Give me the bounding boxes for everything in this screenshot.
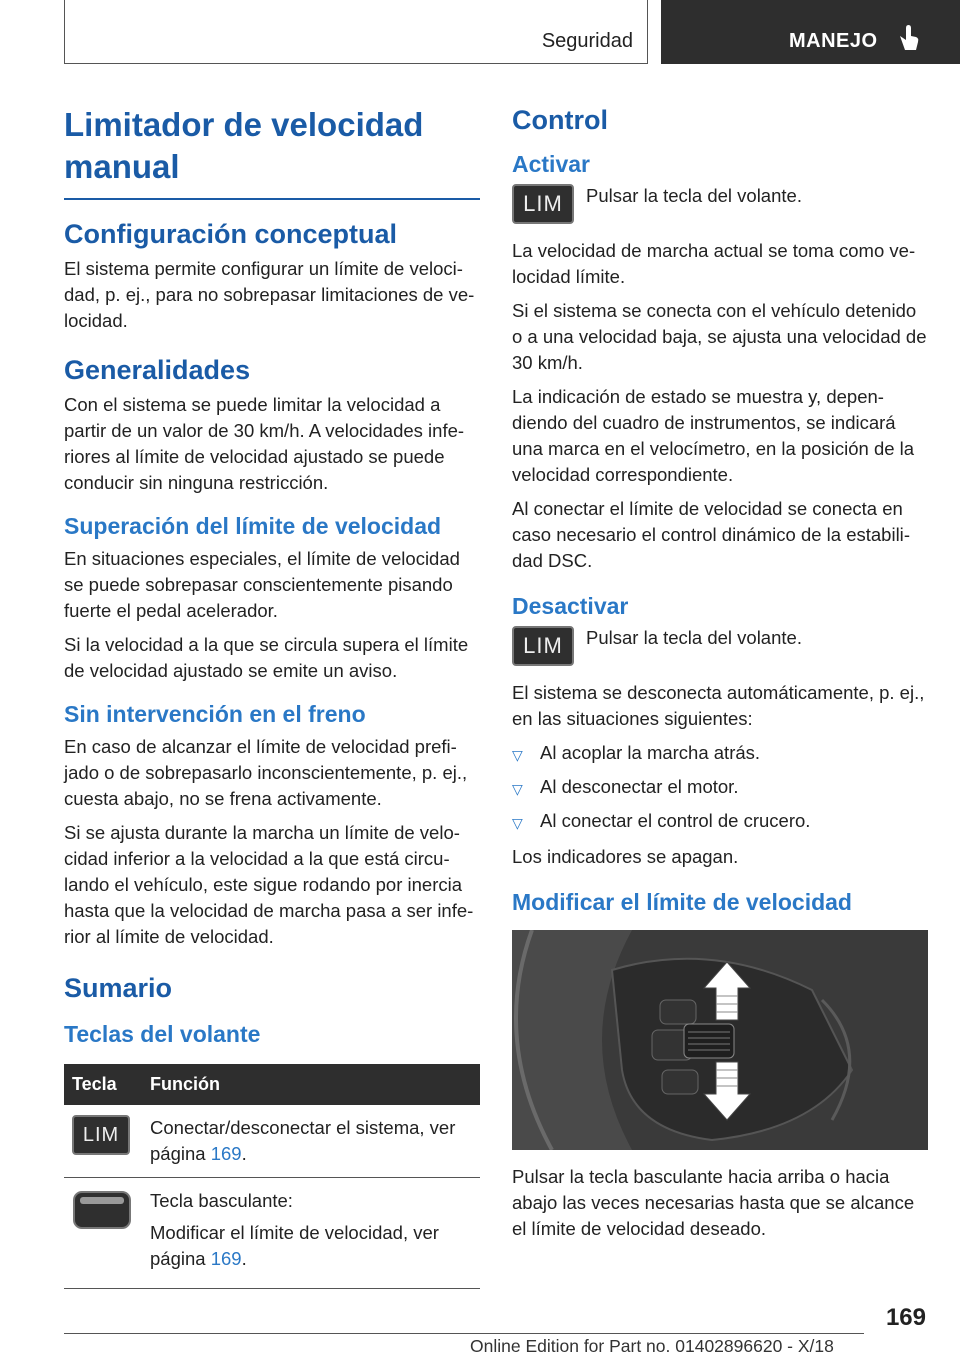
deactivate-press-text: Pulsar la tecla del volante. <box>586 627 802 648</box>
header-chapter-box <box>661 0 960 64</box>
deactivate-text-2: Los indicadores se apagan. <box>512 846 739 867</box>
table-row <box>64 1105 480 1178</box>
list-item: ▽ Al desconectar el motor. <box>512 774 928 802</box>
triangle-bullet-icon: ▽ <box>512 815 523 831</box>
table-header-row <box>64 1064 480 1105</box>
activate-text-4: Al conectar el límite de velocidad se conecta en caso necesario el control dinámico de la estabilidad DSC. <box>512 498 910 571</box>
rocker-switch-icon <box>72 1188 132 1232</box>
table-row <box>64 1178 480 1289</box>
activate-heading: Activar <box>512 151 590 177</box>
modify-text: Pulsar la tecla basculante hacia arriba o hacia abajo las veces necesarias hasta que se alcance el límite de velocidad deseado. <box>512 1166 915 1239</box>
footer-edition-text: Online Edition for Part no. 01402896620 - X/18 <box>470 1336 834 1356</box>
function-text: Tecla basculante: <box>150 1190 293 1211</box>
concept-heading: Configuración conceptual <box>64 219 398 249</box>
general-heading: Generalidades <box>64 355 251 385</box>
function-text: Modificar el límite de velocidad, ver página <box>150 1222 439 1269</box>
page-title: Limitador de velocidad manual <box>64 106 424 185</box>
rocker-key-cell <box>64 1178 142 1289</box>
brake-text-2: Si se ajusta durante la marcha un límite de velocidad inferior a la velocidad a la que está circulando el vehículo, este sigue rodando por inercia hasta que la velocidad de marcha pasa a ser inferior al límite de velocidad. <box>64 822 474 947</box>
col-function-header: Función <box>142 1064 480 1105</box>
brake-heading: Sin intervención en el freno <box>64 701 366 727</box>
lim-button-icon: LIM <box>72 1115 130 1155</box>
steering-wheel-photo <box>512 930 928 1150</box>
brake-text-1: En caso de alcanzar el límite de velocidad prefijado o de sobrepasarlo inconscientemente, p. ej., cuesta abajo, no se frena activamente. <box>64 736 468 809</box>
triangle-bullet-icon: ▽ <box>512 747 523 763</box>
activate-text-3: La indicación de estado se muestra y, dependiendo del cuadro de instrumentos, se indicará una marca en el velocímetro, en la posición de la velocidad correspondiente. <box>512 386 915 485</box>
lim-button-icon: LIM <box>512 184 574 224</box>
left-column <box>64 100 480 1289</box>
title-rule <box>64 198 480 200</box>
exceed-heading: Superación del límite de velocidad <box>64 513 442 539</box>
exceed-text-1: En situaciones especiales, el límite de velocidad se puede sobrepasar conscientemente pisando fuerte el pedal acelerador. <box>64 548 460 621</box>
function-text: Conectar/desconectar el sistema, ver página <box>150 1117 456 1164</box>
col-key-header: Tecla <box>64 1064 142 1105</box>
modify-heading: Modificar el límite de velocidad <box>512 889 852 915</box>
keys-heading: Teclas del volante <box>64 1021 261 1047</box>
function-cell: Tecla basculante: Modificar el límite de velocidad, ver página 169. <box>142 1178 480 1289</box>
activate-text-2: Si el sistema se conecta con el vehículo detenido o a una velocidad baja, se ajusta una velocidad de 30 km/h. <box>512 300 927 373</box>
deactivate-heading: Desactivar <box>512 593 629 619</box>
lim-key-cell <box>64 1105 142 1178</box>
function-cell: Conectar/desconectar el sistema, ver página 169. <box>142 1105 480 1178</box>
concept-text: El sistema permite configurar un límite de velocidad, p. ej., para no sobrepasar limitaciones de velocidad. <box>64 258 475 331</box>
footer-rule <box>64 1333 864 1334</box>
control-heading: Control <box>512 105 608 135</box>
steering-hand-icon <box>897 24 921 52</box>
steering-wheel-illustration <box>512 930 928 1150</box>
list-item: ▽ Al conectar el control de crucero. <box>512 808 928 836</box>
page-number: 169 <box>885 1304 926 1331</box>
summary-heading: Sumario <box>64 973 173 1003</box>
exceed-text-2: Si la velocidad a la que se circula supera el límite de velocidad ajustado se emite un aviso. <box>64 634 469 681</box>
general-text: Con el sistema se puede limitar la velocidad a partir de un valor de 30 km/h. A velocidades inferiores al límite de velocidad ajustado se puede conducir sin ninguna restricción. <box>64 394 465 493</box>
list-item: ▽ Al acoplar la marcha atrás. <box>512 740 928 768</box>
header-section-label: Seguridad <box>541 30 633 52</box>
activate-key-row <box>512 184 928 224</box>
page-link[interactable]: 169 <box>210 1143 242 1164</box>
deactivate-key-row <box>512 626 928 666</box>
keys-table <box>64 1064 480 1289</box>
right-column <box>512 100 928 1250</box>
triangle-bullet-icon: ▽ <box>512 781 523 797</box>
header-chapter-label: MANEJO <box>789 30 878 52</box>
header-section-box <box>64 0 648 64</box>
activate-text-1: La velocidad de marcha actual se toma como velocidad límite. <box>512 240 916 287</box>
page-link[interactable]: 169 <box>210 1248 242 1269</box>
deactivate-text-1: El sistema se desconecta automáticamente, p. ej., en las situaciones siguientes: <box>512 682 925 729</box>
activate-press-text: Pulsar la tecla del volante. <box>586 185 802 206</box>
lim-button-icon: LIM <box>512 626 574 666</box>
situation-list <box>512 740 928 836</box>
